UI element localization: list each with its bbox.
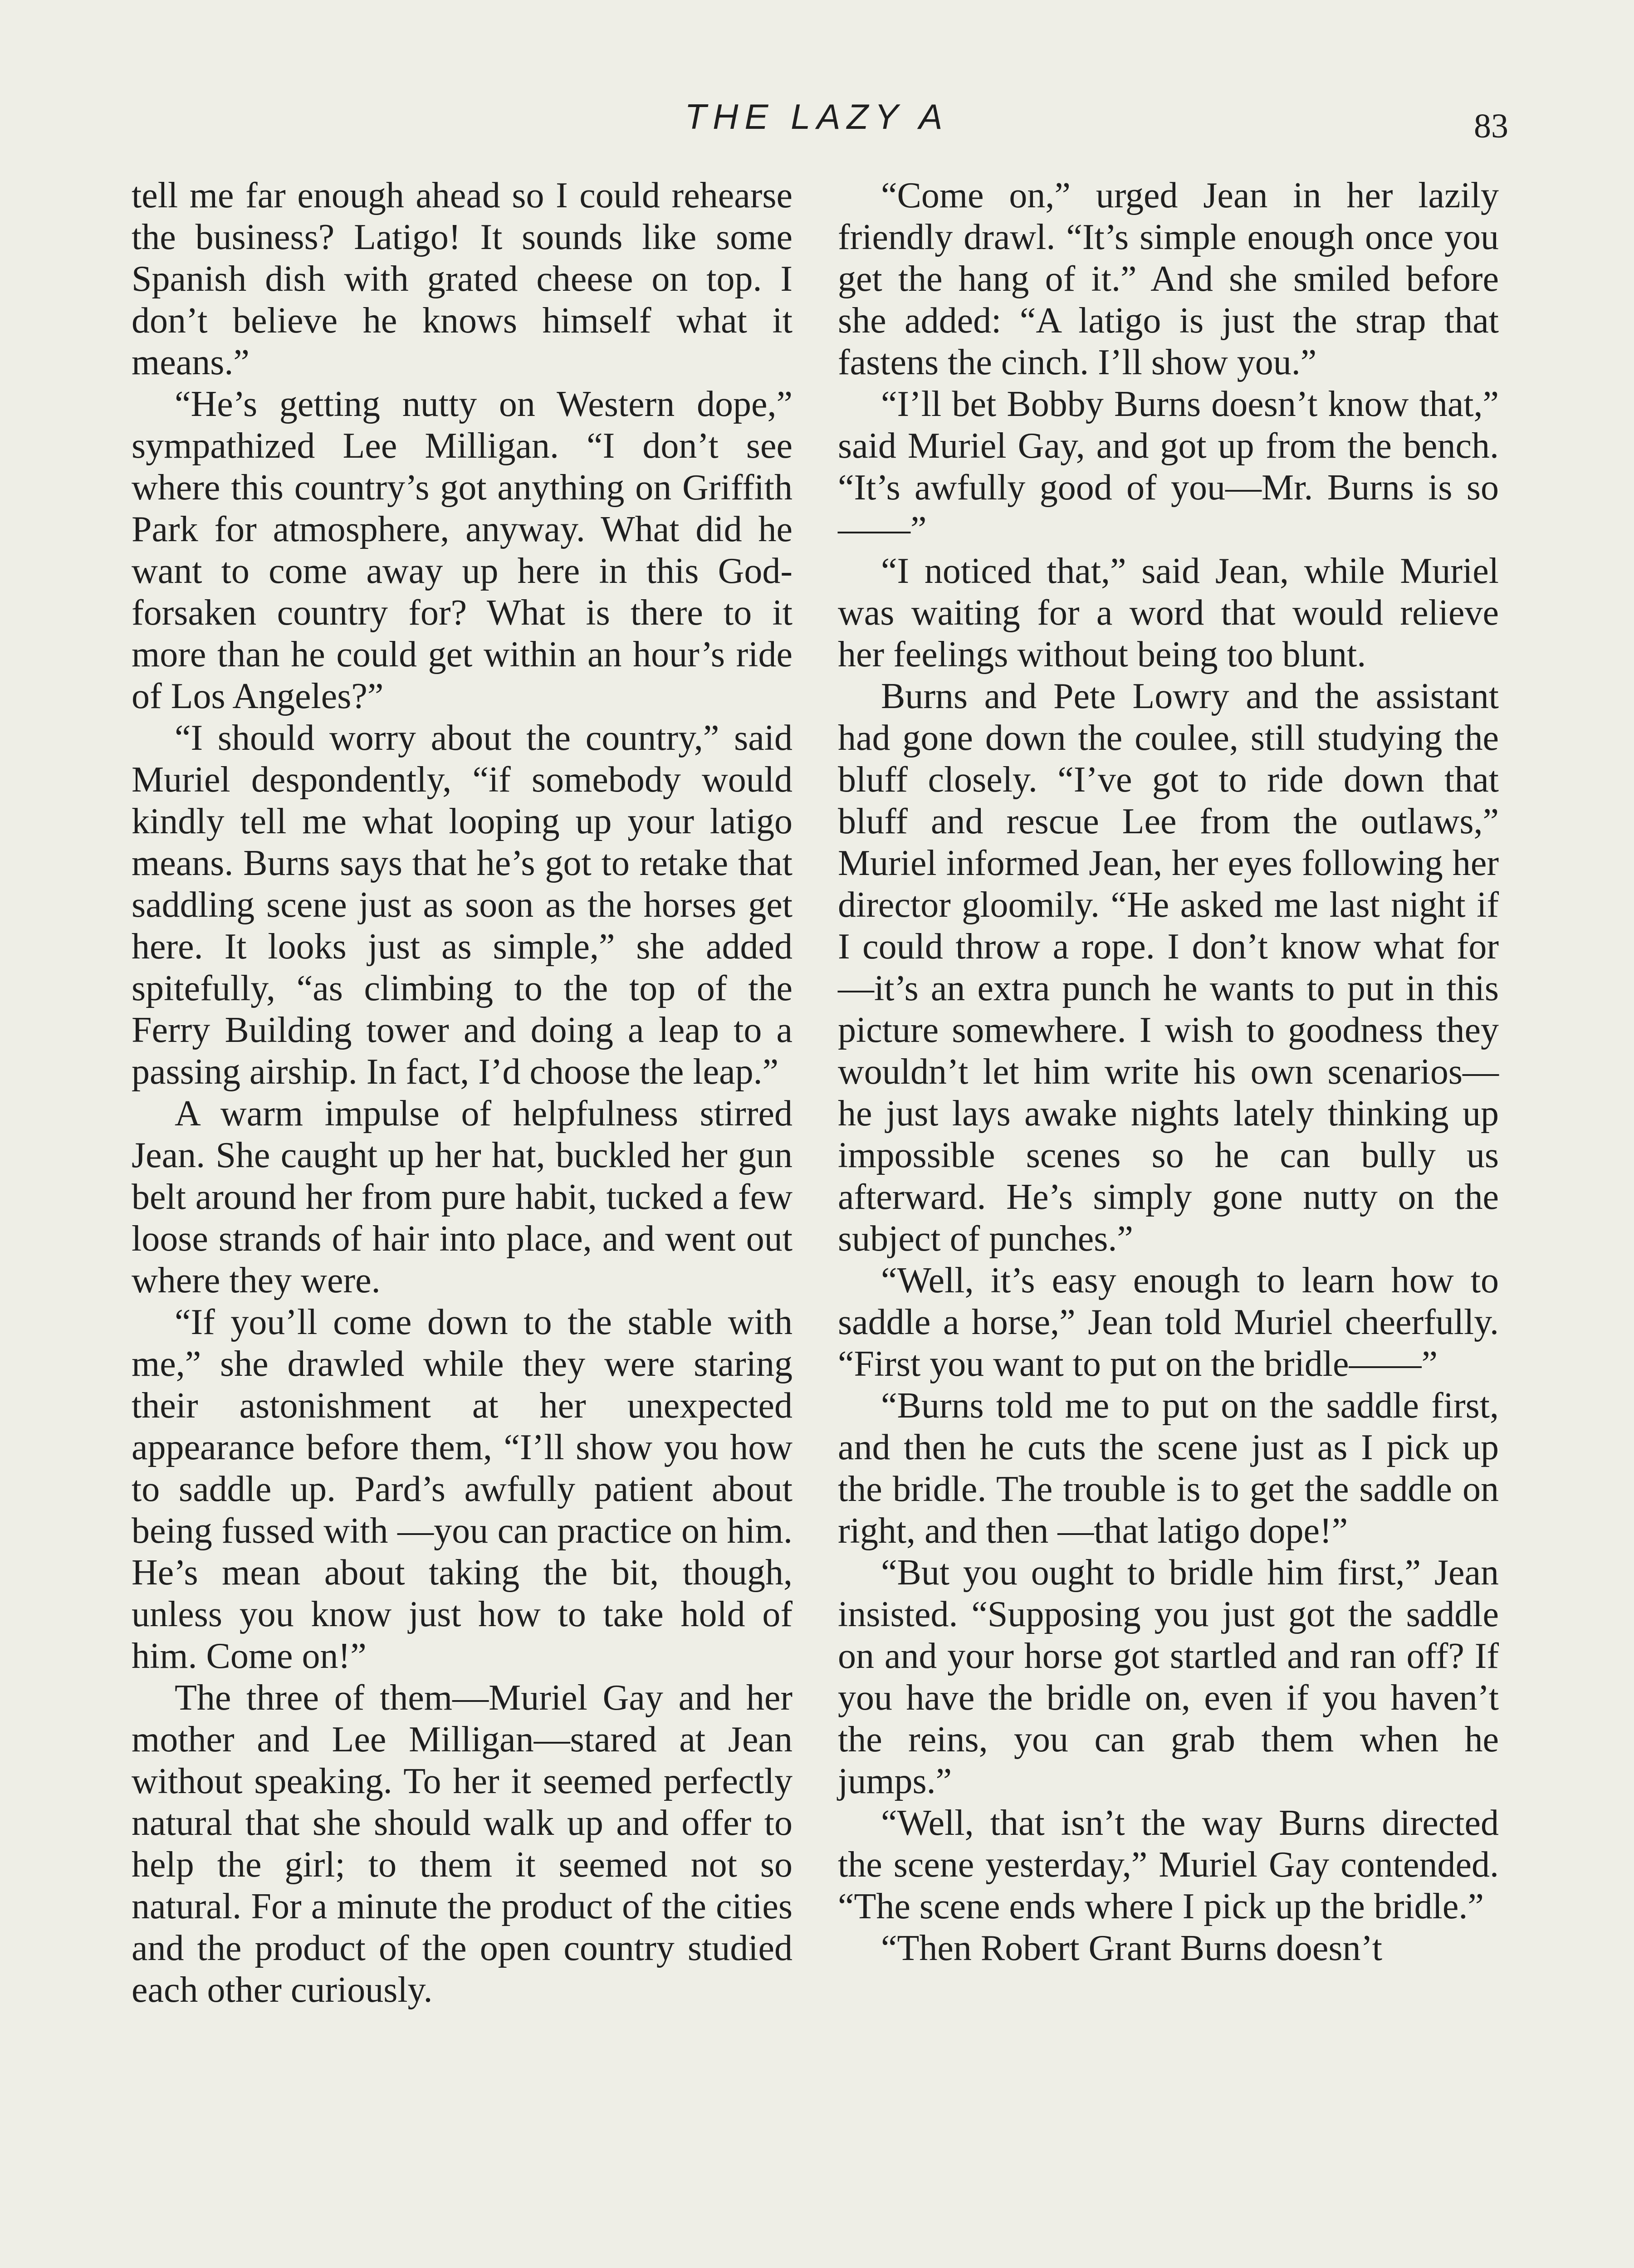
- paragraph: The three of them—Muriel Gay and her mother and Lee Milligan—stared at Jean without speaking. To her it seemed perfectly natural that she should walk up and offer to help the girl; to them it seemed not so natural. For a minute the product of the cities and the product of the open country studied each other curiously.: [132, 1678, 793, 2010]
- paragraph: “I’ll bet Bobby Burns doesn’t know that,” said Muriel Gay, and got up from the bench. “It’s awfully good of you—Mr. Burns is so——”: [838, 384, 1499, 549]
- left-column: [132, 175, 793, 2011]
- paragraph: “But you ought to bridle him first,” Jean insisted. “Supposing you just got the saddle on and your horse got startled and ran off? If you have the bridle on, even if you haven’t the reins, you can grab them when he jumps.”: [838, 1553, 1499, 1801]
- page-number: 83: [1474, 107, 1508, 145]
- right-column: [838, 175, 1499, 1969]
- running-title: THE LAZY A: [685, 97, 949, 137]
- paragraph: “Then Robert Grant Burns doesn’t: [881, 1928, 1382, 1968]
- paragraph: “Well, it’s easy enough to learn how to saddle a horse,” Jean told Muriel cheerfully. “First you want to put on the bridle——”: [838, 1261, 1499, 1384]
- paragraph: Burns and Pete Lowry and the assistant had gone down the coulee, still studying the bluff closely. “I’ve got to ride down that bluff and rescue Lee from the outlaws,” Muriel informed Jean, her eyes following her director gloomily. “He asked me last night if I could throw a rope. I don’t know what for—it’s an extra punch he wants to put in this picture somewhere. I wish to goodness they wouldn’t let him write his own scenarios—he just lays awake nights lately thinking up impossible scenes so he can bully us afterward. He’s simply gone nutty on the subject of punches.”: [838, 676, 1499, 1259]
- paragraph: “I noticed that,” said Jean, while Muriel was waiting for a word that would relieve her feelings without being too blunt.: [838, 551, 1499, 675]
- paragraph: “He’s getting nutty on Western dope,” sympathized Lee Milligan. “I don’t see where this country’s got anything on Griffith Park for atmosphere, anyway. What did he want to come away up here in this God-forsaken country for? What is there to it more than he could get within an hour’s ride of Los Angeles?”: [132, 384, 793, 716]
- paragraph: “If you’ll come down to the stable with me,” she drawled while they were staring their astonishment at her unexpected appearance before them, “I’ll show you how to saddle up. Pard’s awfully patient about being fussed with —you can practice on him. He’s mean about taking the bit, though, unless you know just how to take hold of him. Come on!”: [132, 1302, 793, 1676]
- paragraph: “Come on,” urged Jean in her lazily friendly drawl. “It’s simple enough once you get the hang of it.” And she smiled before she added: “A latigo is just the strap that fastens the cinch. I’ll show you.”: [838, 176, 1499, 382]
- paragraph: tell me far enough ahead so I could rehearse the business? Latigo! It sounds like some Spanish dish with grated cheese on top. I don’t believe he knows himself what it means.”: [132, 176, 793, 382]
- paragraph: “Well, that isn’t the way Burns directed the scene yesterday,” Muriel Gay contended. “The scene ends where I pick up the bridle.”: [838, 1803, 1499, 1926]
- paragraph: “I should worry about the country,” said Muriel despondently, “if somebody would kindly tell me what looping up your latigo means. Burns says that he’s got to retake that saddling scene just as soon as the horses get here. It looks just as simple,” she added spitefully, “as climbing to the top of the Ferry Building tower and doing a leap to a passing airship. In fact, I’d choose the leap.”: [132, 718, 793, 1092]
- paragraph: A warm impulse of helpfulness stirred Jean. She caught up her hat, buckled her gun belt around her from pure habit, tucked a few loose strands of hair into place, and went out where they were.: [132, 1094, 793, 1300]
- paragraph: “Burns told me to put on the saddle first, and then he cuts the scene just as I pick up the bridle. The trouble is to get the saddle on right, and then —that latigo dope!”: [838, 1386, 1499, 1551]
